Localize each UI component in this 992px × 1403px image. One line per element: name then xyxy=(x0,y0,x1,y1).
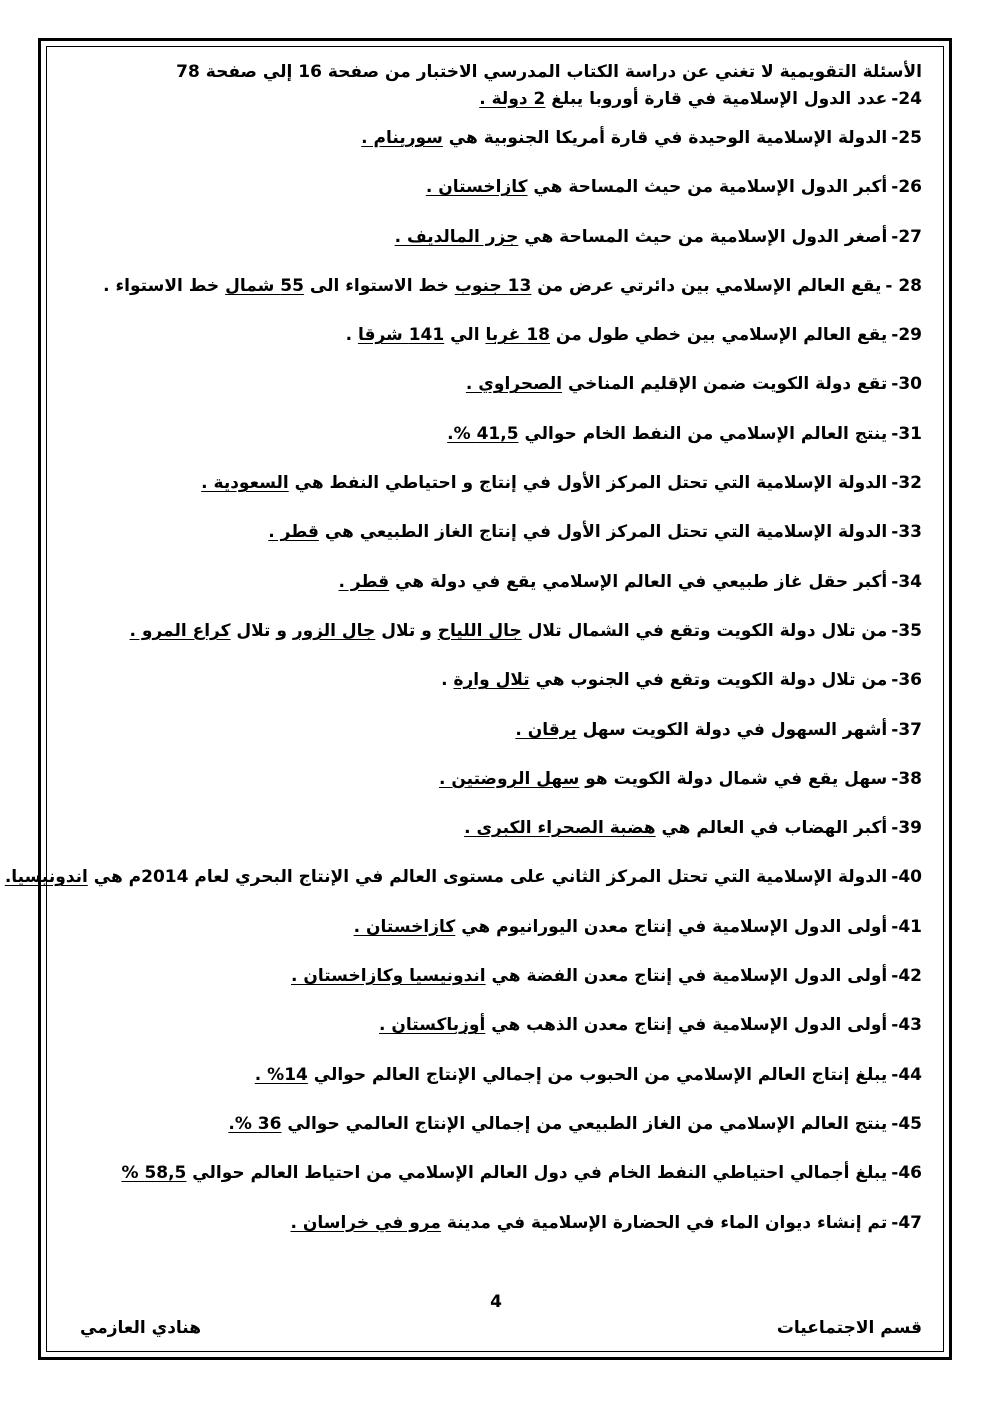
question-number: 32- xyxy=(891,473,922,494)
question-item xyxy=(70,311,922,360)
header-note: الأسئلة التقويمية لا تغني عن دراسة الكتاب المدرسي الاختبار من صفحة 16 إلي صفحة 78 xyxy=(176,62,922,82)
question-text: أصغر الدول الإسلامية من حيث المساحة هي xyxy=(518,226,888,247)
question-number: 45- xyxy=(891,1113,922,1134)
answer-text: هضبة الصحراء الكبرى . xyxy=(464,818,656,839)
answer-text: 14% . xyxy=(254,1064,308,1085)
question-text: من تلال دولة الكويت وتقع في الشمال تلال xyxy=(521,620,888,641)
question-number: 47- xyxy=(891,1212,922,1233)
question-number: 38- xyxy=(891,768,922,789)
question-text: خط الاستواء الى xyxy=(303,275,455,296)
question-text: ينتج العالم الإسلامي من النفط الخام حوالي xyxy=(518,423,888,444)
question-number: 31- xyxy=(891,423,922,444)
answer-text: 18 غربا xyxy=(485,325,550,346)
question-number: 25- xyxy=(891,128,922,148)
question-text: يبلغ أجمالي احتياطي النفط الخام في دول العالم الإسلامي من احتياط العالم حوالي xyxy=(186,1163,888,1184)
answer-text: قطر . xyxy=(338,571,390,592)
question-text: الدولة الإسلامية التي تحتل المركز الأول في إنتاج الغاز الطبيعي هي xyxy=(318,522,888,543)
question-text: تقع دولة الكويت ضمن الإقليم المناخي xyxy=(562,374,888,395)
answer-text: 55 شمال xyxy=(225,275,304,296)
question-item xyxy=(70,459,922,508)
question-text: تم إنشاء ديوان الماء في الحضارة الإسلامية في مدينة xyxy=(440,1212,888,1233)
question-number: 33- xyxy=(891,522,922,543)
question-number: 28 - xyxy=(885,275,922,296)
question-item xyxy=(70,114,922,163)
question-number: 26- xyxy=(891,177,922,198)
question-item xyxy=(70,1199,922,1248)
answer-text: قطر . xyxy=(268,522,319,543)
answer-text: 41,5 %. xyxy=(447,423,519,444)
answer-text: السعودية . xyxy=(201,473,289,494)
answer-text: برقان . xyxy=(515,719,577,740)
answer-text: جزر المالديف . xyxy=(394,226,519,247)
question-number: 40- xyxy=(891,867,922,888)
question-item xyxy=(70,213,922,262)
question-item xyxy=(70,558,922,607)
question-text: أولى الدول الإسلامية في إنتاج معدن اليورانيوم هي xyxy=(455,916,888,937)
answer-text: اندونيسيا وكازاخستان . xyxy=(290,966,486,987)
question-item xyxy=(70,1100,922,1149)
question-item xyxy=(70,262,922,311)
question-text: أولى الدول الإسلامية في إنتاج معدن الفضة هي xyxy=(485,966,888,987)
question-item xyxy=(70,755,922,804)
question-text: أكبر الهضاب في العالم هي xyxy=(655,818,888,839)
question-text: أشهر السهول في دولة الكويت سهل xyxy=(576,719,888,740)
answer-text: جال اللياح xyxy=(437,620,522,641)
question-number: 39- xyxy=(891,818,922,839)
question-item xyxy=(70,410,922,459)
answer-text: الصحراوي . xyxy=(465,374,563,395)
question-text: أولى الدول الإسلامية في إنتاج معدن الذهب هي xyxy=(485,1015,888,1036)
question-text: يقع العالم الإسلامي بين دائرتي عرض من xyxy=(531,275,882,296)
question-text: . xyxy=(441,670,454,691)
question-item xyxy=(70,952,922,1001)
answer-text: 13 جنوب xyxy=(454,275,532,296)
footer-department: قسم الاجتماعيات xyxy=(776,1318,922,1338)
question-item xyxy=(70,607,922,656)
footer-author: هنادي العازمي xyxy=(80,1318,202,1338)
question-number: 30- xyxy=(891,374,922,395)
answer-text: جال الزور xyxy=(292,620,376,641)
question-number: 24- xyxy=(891,89,922,109)
question-text: الدولة الإسلامية التي تحتل المركز الثاني على مستوى العالم في الإنتاج البحري لعام 2014م هي xyxy=(87,867,888,888)
question-number: 41- xyxy=(891,916,922,937)
question-item xyxy=(4,853,922,902)
answer-text: كازاخستان . xyxy=(425,177,528,198)
question-text: الي xyxy=(444,325,486,346)
question-item xyxy=(70,706,922,755)
answer-text: كراع المرو . xyxy=(129,620,231,641)
question-text: ينتج العالم الإسلامي من الغاز الطبيعي من إجمالي الإنتاج العالمي حوالي xyxy=(281,1113,888,1134)
answer-text: كازاخستان . xyxy=(353,916,456,937)
question-number: 36- xyxy=(891,670,922,691)
question-number: 37- xyxy=(891,719,922,740)
footer xyxy=(70,1318,922,1348)
question-text: من تلال دولة الكويت وتقع في الجنوب هي xyxy=(529,670,888,691)
question-text: يبلغ إنتاج العالم الإسلامي من الحبوب من إجمالي الإنتاج العالم حوالي xyxy=(307,1064,888,1085)
question-list xyxy=(4,84,922,1248)
question-text: عدد الدول الإسلامية في قارة أوروبا يبلغ xyxy=(545,89,888,109)
question-item xyxy=(70,804,922,853)
question-item xyxy=(70,1051,922,1100)
question-number: 35- xyxy=(891,620,922,641)
answer-text: 141 شرقا xyxy=(357,325,445,346)
question-text: . xyxy=(345,325,358,346)
question-number: 27- xyxy=(891,226,922,247)
question-text: الدولة الإسلامية التي تحتل المركز الأول في إنتاج و احتياطي النفط هي xyxy=(288,473,888,494)
answer-text: تلال وارة xyxy=(453,670,530,691)
question-text: أكبر الدول الإسلامية من حيث المساحة هي xyxy=(527,177,888,198)
question-item xyxy=(70,508,922,557)
worksheet-content xyxy=(4,60,922,1248)
question-number: 42- xyxy=(891,966,922,987)
question-item xyxy=(70,84,922,114)
question-item xyxy=(70,1149,922,1198)
answer-text: سورينام . xyxy=(361,128,443,148)
question-item xyxy=(70,903,922,952)
question-item xyxy=(70,656,922,705)
question-number: 34- xyxy=(891,571,922,592)
answer-text: 36 %. xyxy=(228,1113,282,1134)
question-number: 46- xyxy=(891,1163,922,1184)
question-number: 43- xyxy=(891,1015,922,1036)
question-item xyxy=(70,360,922,409)
question-item xyxy=(70,1001,922,1050)
answer-text: سهل الروضتين . xyxy=(438,768,580,789)
question-text: أكبر حقل غاز طبيعي في العالم الإسلامي يقع في دولة هي xyxy=(389,571,888,592)
question-text: سهل يقع في شمال دولة الكويت هو xyxy=(579,768,888,789)
answer-text: 58,5 % xyxy=(121,1163,187,1184)
question-number: 44- xyxy=(891,1064,922,1085)
question-text: الدولة الإسلامية الوحيدة في قارة أمريكا الجنوبية هي xyxy=(442,128,888,148)
page-number: 4 xyxy=(490,1292,502,1312)
question-text: و تلال xyxy=(375,620,438,641)
answer-text: 2 دولة . xyxy=(479,89,546,109)
answer-text: مرو في خراسان . xyxy=(290,1212,441,1233)
answer-text: أوزباكستان . xyxy=(378,1015,486,1036)
question-text: خط الاستواء . xyxy=(103,275,226,296)
question-item xyxy=(70,163,922,212)
question-text: يقع العالم الإسلامي بين خطي طول من xyxy=(549,325,888,346)
answer-text: اندونيسيا. xyxy=(4,867,88,888)
question-number: 29- xyxy=(891,325,922,346)
question-text: و تلال xyxy=(230,620,293,641)
